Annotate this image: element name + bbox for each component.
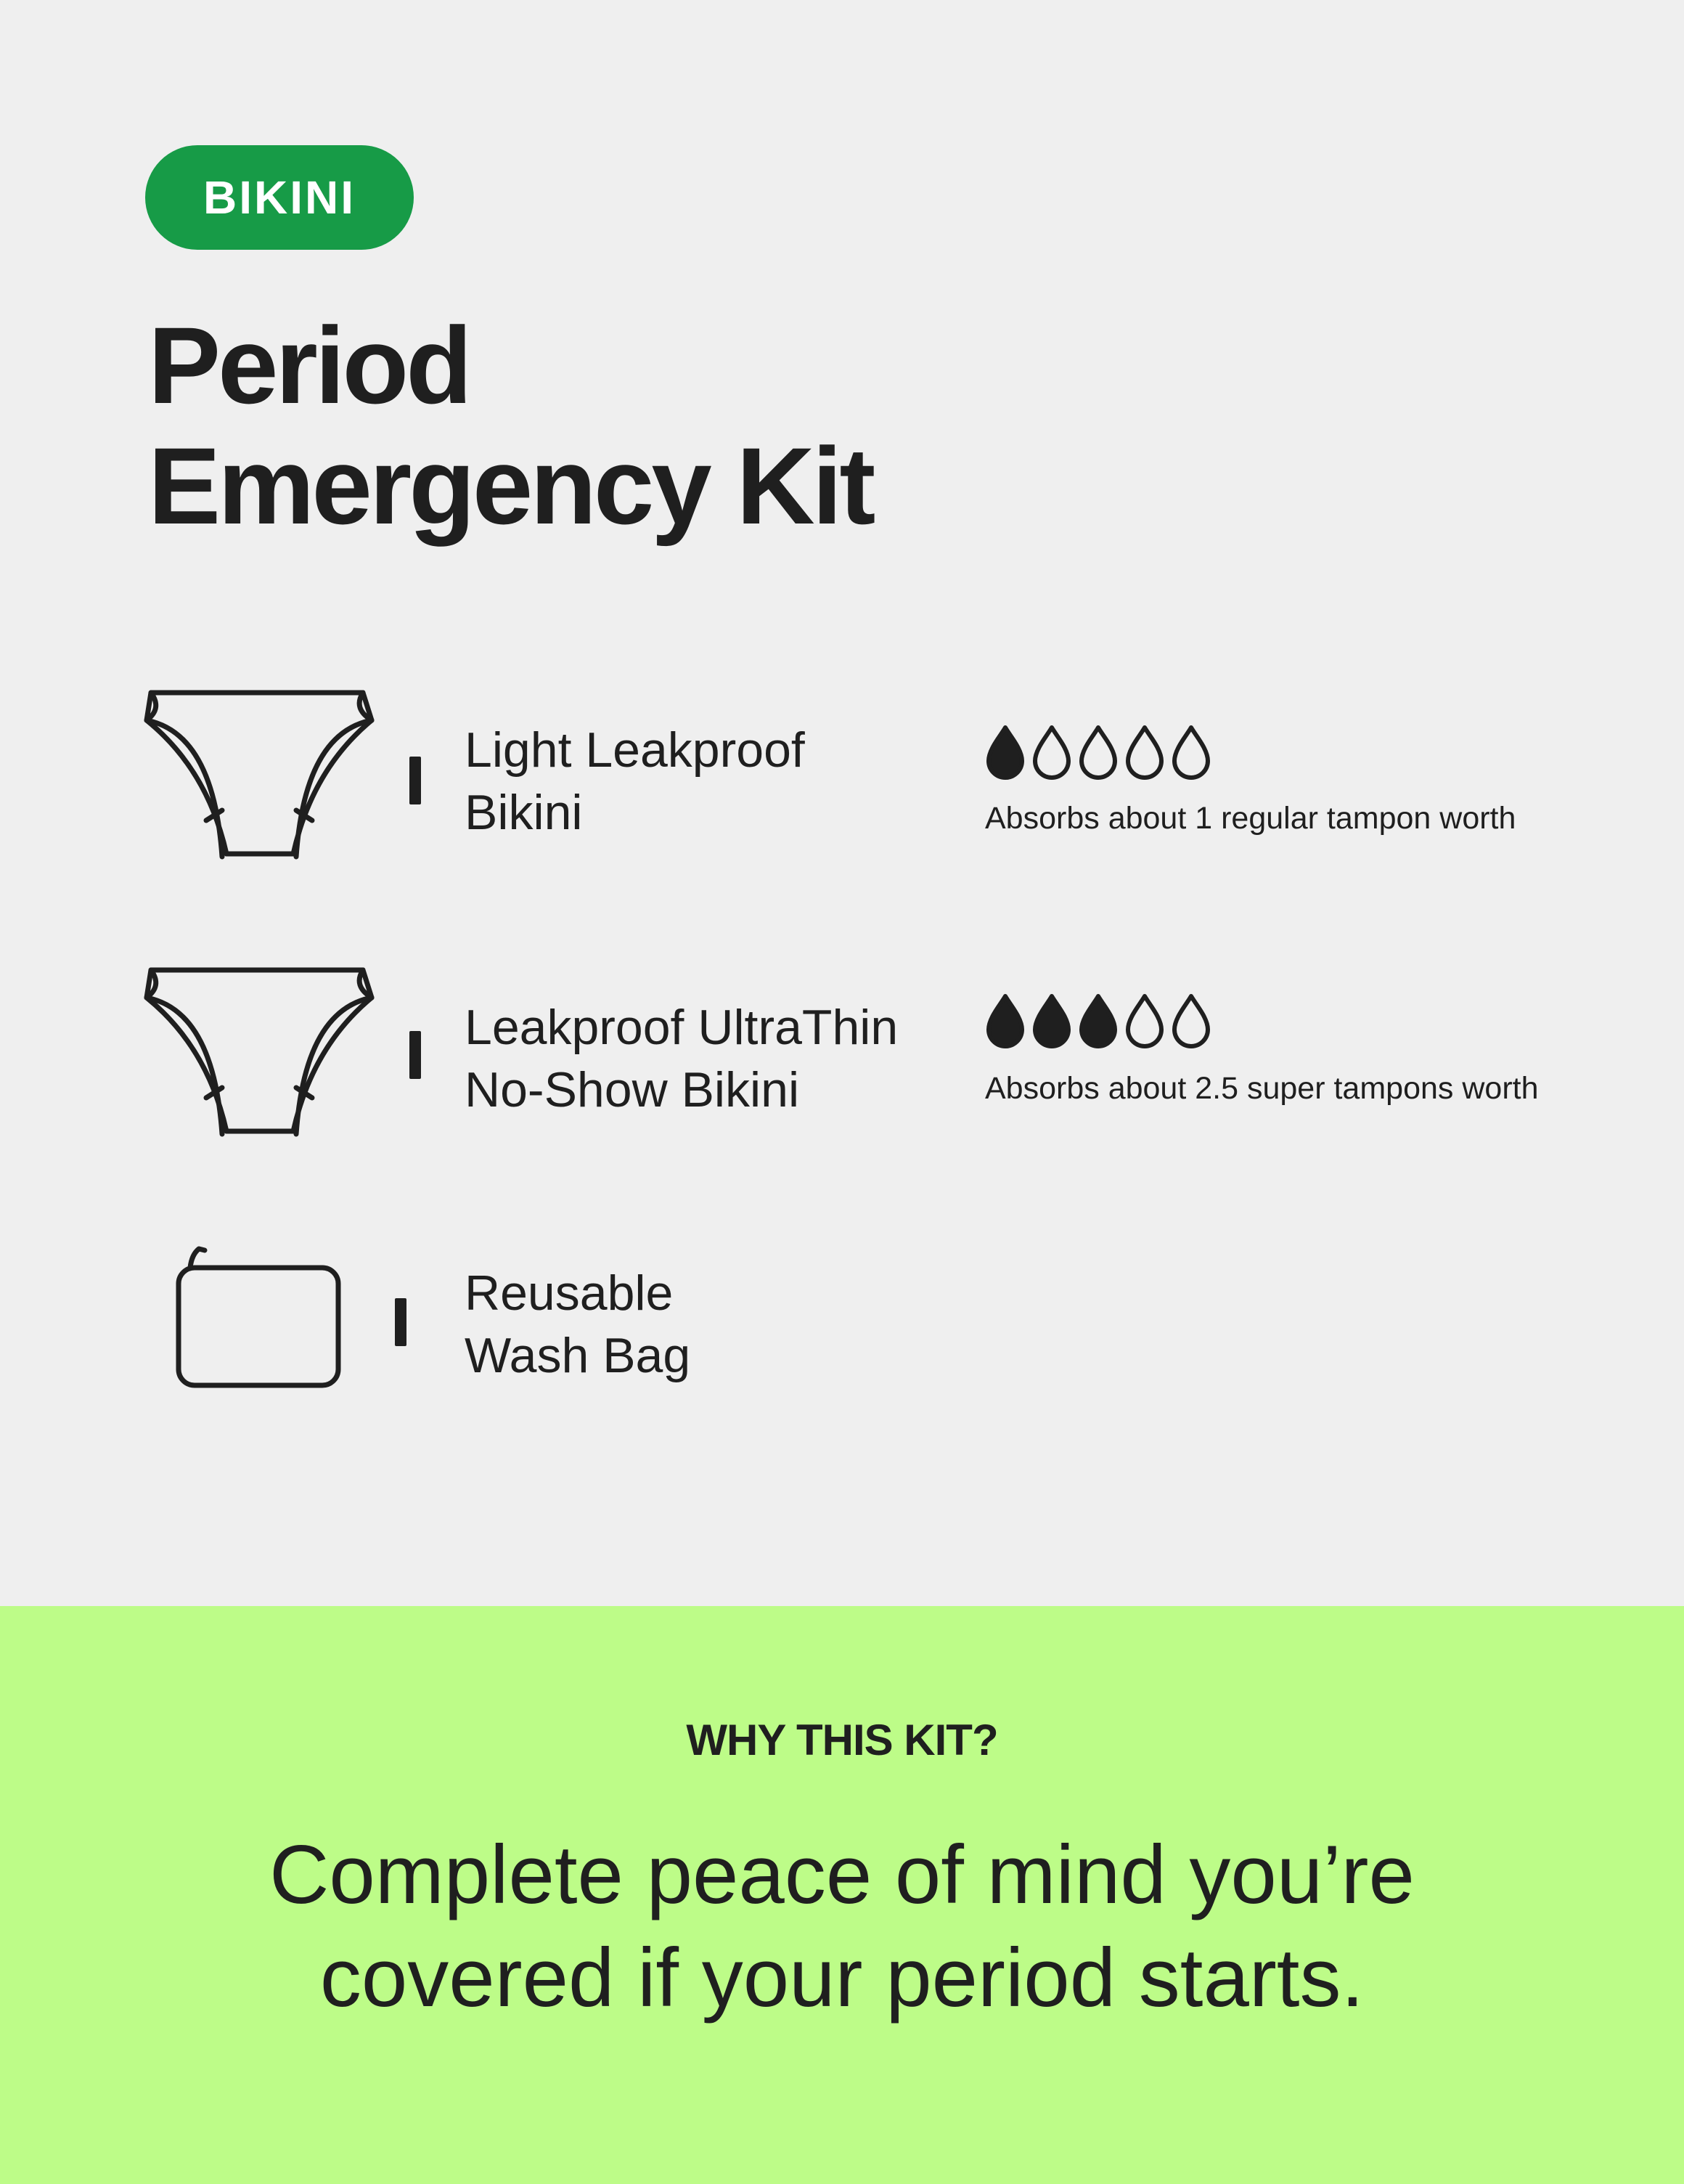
category-badge-label: BIKINI — [203, 171, 356, 224]
absorbency-text: Absorbs about 2.5 super tampons worth — [985, 1071, 1539, 1106]
drop-empty-icon — [1029, 723, 1074, 781]
absorbency-rating — [983, 723, 1214, 781]
why-tagline — [0, 1824, 1684, 2030]
drop-empty-icon — [1169, 992, 1214, 1050]
why-this-kit-panel — [0, 1606, 1684, 2184]
page-title-line-2: Emergency Kit — [148, 425, 873, 547]
bikini-underwear-icon — [141, 682, 376, 861]
item-name-line-2: Wash Bag — [465, 1328, 691, 1383]
item-name — [465, 1262, 690, 1387]
item-name-line-1: Leakproof UltraThin — [465, 1000, 899, 1055]
drop-filled-icon — [983, 992, 1028, 1050]
absorbency-text: Absorbs about 1 regular tampon worth — [985, 801, 1516, 836]
wash-bag-icon — [173, 1242, 344, 1391]
why-heading: WHY THIS KIT? — [686, 1716, 998, 1764]
item-name-line-2: No-Show Bikini — [465, 1062, 800, 1117]
drop-empty-icon — [1122, 723, 1167, 781]
item-divider — [409, 1031, 421, 1079]
item-name-line-1: Light Leakproof — [465, 722, 805, 778]
item-name — [465, 996, 898, 1121]
page-title-line-1: Period — [148, 304, 470, 426]
item-divider — [409, 757, 421, 804]
drop-empty-icon — [1169, 723, 1214, 781]
drop-filled-icon — [983, 723, 1028, 781]
drop-empty-icon — [1122, 992, 1167, 1050]
page-title — [148, 305, 872, 546]
category-badge — [145, 145, 414, 250]
item-name — [465, 719, 805, 844]
why-tagline-line-1: Complete peace of mind you’re — [269, 1829, 1415, 1921]
item-name-line-2: Bikini — [465, 785, 583, 840]
why-tagline-line-2: covered if your period starts. — [319, 1932, 1365, 2024]
bikini-underwear-icon — [141, 960, 376, 1138]
absorbency-rating — [983, 992, 1214, 1050]
item-name-line-1: Reusable — [465, 1266, 674, 1321]
drop-empty-icon — [1076, 723, 1121, 781]
drop-filled-icon — [1076, 992, 1121, 1050]
drop-filled-icon — [1029, 992, 1074, 1050]
item-divider — [395, 1298, 406, 1346]
